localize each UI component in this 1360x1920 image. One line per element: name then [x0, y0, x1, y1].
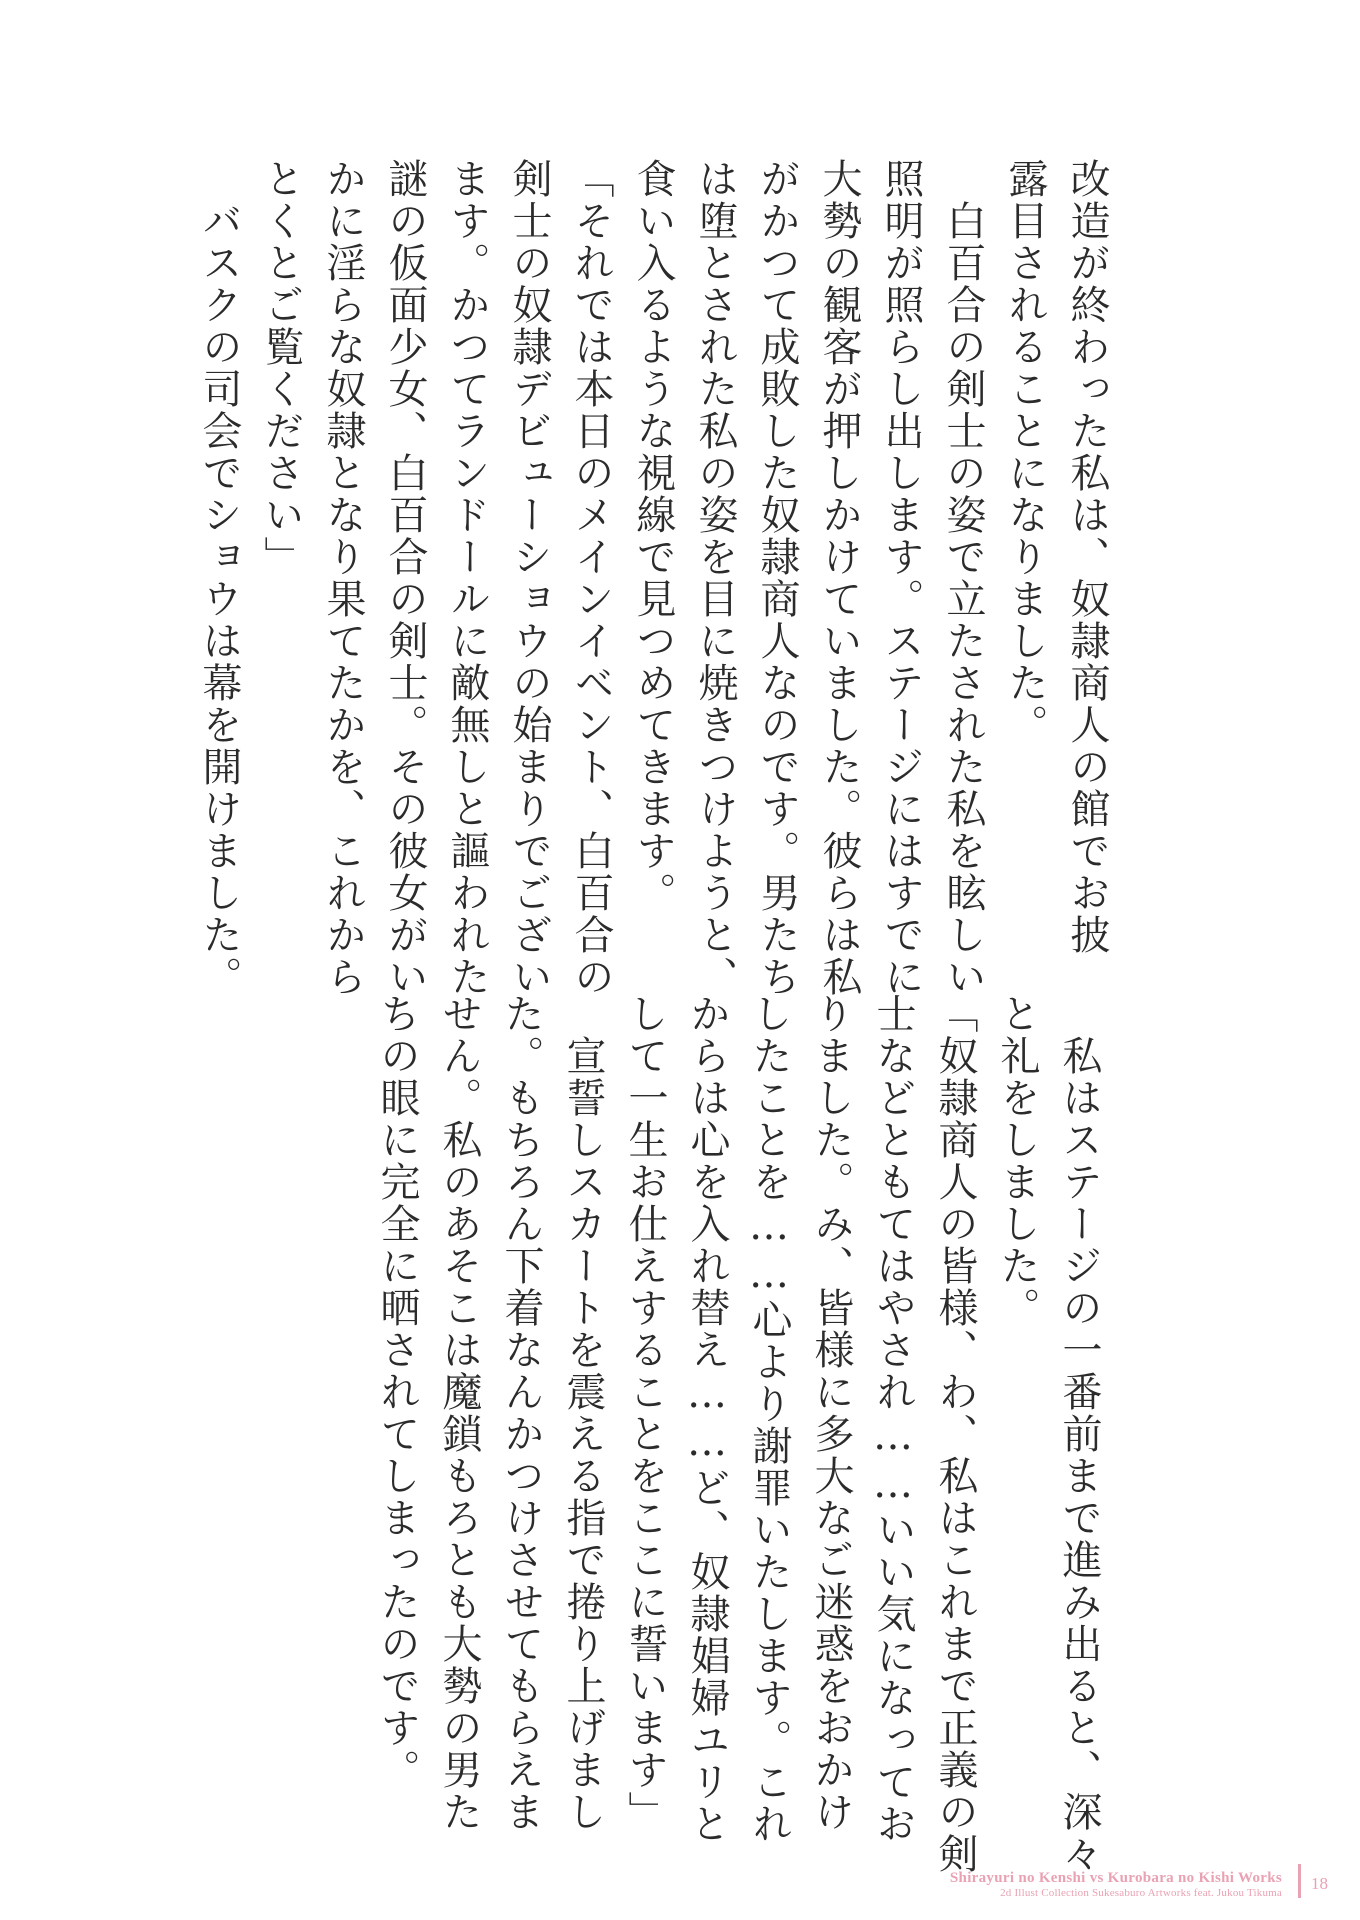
book-title: Shirayuri no Kenshi vs Kurobara no Kishi Works: [949, 1870, 1282, 1886]
text-line: かに淫らな奴隷となり果てたかを、これから: [320, 158, 366, 998]
text-line: からは心を入れ替え……ど、奴隷娼婦ユリと: [684, 993, 730, 1845]
text-line: 照明が照らし出します。ステージにはすでに: [878, 158, 924, 998]
text-line: 「奴隷商人の皆様、わ、私はこれまで正義の剣: [932, 993, 978, 1875]
text-line: は堕とされた私の姿を目に焼きつけようと、: [692, 158, 738, 998]
text-line: りました。み、皆様に多大なご迷惑をおかけ: [808, 993, 854, 1833]
page-footer: [950, 1864, 1328, 1900]
text-line: 私はステージの一番前まで進み出ると、深々: [1056, 993, 1102, 1875]
text-line: 宣誓しスカートを震える指で捲り上げまし: [560, 993, 606, 1833]
story-section-top: [188, 158, 1118, 998]
text-line: 露目されることになりました。: [1002, 158, 1048, 746]
footer-divider: [1298, 1864, 1301, 1898]
text-line: 剣士の奴隷デビューショウの始まりでござい: [506, 158, 552, 998]
text-line: 食い入るような視線で見つめてきます。: [630, 158, 676, 914]
text-line: バスクの司会でショウは幕を開けました。: [196, 158, 242, 998]
text-line: ちの眼に完全に晒されてしまったのです。: [374, 993, 420, 1791]
text-line: 改造が終わった私は、奴隷商人の館でお披: [1064, 158, 1110, 956]
page-number: 18: [1311, 1874, 1328, 1893]
text-line: と礼をしました。: [994, 993, 1040, 1329]
footer-credits: [950, 1869, 1288, 1900]
text-line: 大勢の観客が押しかけていました。彼らは私: [816, 158, 862, 998]
text-line: た。もちろん下着なんかつけさせてもらえま: [498, 993, 544, 1833]
text-line: とくとご覧ください」: [258, 158, 304, 578]
text-line: せん。私のあそこは魔鎖もろとも大勢の男た: [436, 993, 482, 1833]
text-line: したことを……心より謝罪いたします。これ: [746, 993, 792, 1845]
text-line: がかつて成敗した奴隷商人なのです。男たち: [754, 158, 800, 998]
text-line: 白百合の剣士の姿で立たされた私を眩しい: [940, 158, 986, 998]
story-section-bottom: [366, 993, 1110, 1875]
text-line: して一生お仕えすることをここに誓います」: [622, 993, 668, 1833]
text-line: 士などともてはやされ……いい気になってお: [870, 993, 916, 1845]
text-line: ます。かつてランドールに敵無しと謳われた: [444, 158, 490, 998]
text-line: 謎の仮面少女、白百合の剣士。その彼女がい: [382, 158, 428, 998]
book-subtitle: 2d Illust Collection Sukesaburo Artworks feat. Jukou Tikuma: [1000, 1887, 1282, 1899]
text-line: 「それでは本日のメインイベント、白百合の: [568, 158, 614, 998]
